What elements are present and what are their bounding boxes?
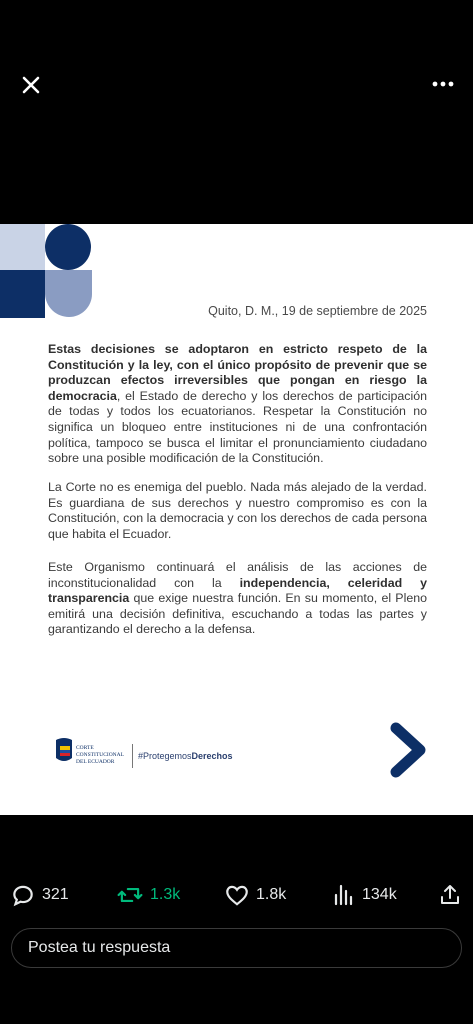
paragraph-1: [48, 342, 427, 467]
repost-button[interactable]: [116, 882, 180, 908]
paragraph-3: [48, 560, 427, 638]
hashtag: [138, 751, 233, 761]
comment-icon: [10, 882, 36, 908]
footer-divider: [132, 744, 133, 768]
post-actions-bar: [0, 874, 473, 914]
paragraph-3-end: que exige nuestra función. En su momento, el Pleno emitirá una decisión definitiva, escuchando a todas las partes y garantizando el derecho a la defensa.: [48, 591, 427, 637]
document-date: Quito, D. M., 19 de septiembre de 2025: [208, 304, 427, 318]
heart-icon: [224, 882, 250, 908]
corte-graphic-logo: [0, 224, 100, 320]
paragraph-1-rest: , el Estado de derecho y los derechos de participación de todas y todos los ecuatorianos. Respetar la Constitución no significa un bloqueo entre instituciones ni de una confrontación política, tampoco se busca el limitar el pronunciamiento ciudadano sobre una posible modificación de la Constitución.: [48, 388, 427, 466]
paragraph-3-bold: independencia, celeridad y transparencia: [48, 575, 427, 606]
like-count: 1.8k: [256, 886, 287, 903]
views-chart-icon: [332, 882, 356, 908]
repost-icon: [116, 882, 144, 908]
chevron-right-icon: [386, 722, 430, 778]
reply-count: 321: [42, 886, 69, 903]
hashtag-regular: #Protegemos: [138, 751, 192, 761]
logo-line-2: CONSTITUCIONAL: [76, 752, 124, 758]
repost-count: 1.3k: [150, 886, 181, 903]
views-count: 134k: [362, 886, 397, 903]
media-viewer-topbar: [0, 0, 473, 224]
close-icon[interactable]: [16, 70, 46, 100]
paragraph-2: La Corte no es enemiga del pueblo. Nada más alejado de la verdad. Es guardiana de sus derechos y nuestro compromiso es con la Constitución, con la democracia y con los derechos de cada persona que habita el Ecuador.: [48, 480, 427, 541]
logo-line-1: CORTE: [76, 745, 94, 751]
reply-button[interactable]: [10, 882, 69, 908]
views-button[interactable]: [332, 882, 397, 908]
like-button[interactable]: [224, 882, 286, 908]
hashtag-bold: Derechos: [191, 751, 233, 761]
corte-constitucional-logo: [54, 736, 130, 770]
attached-image-document[interactable]: [0, 224, 473, 815]
share-button[interactable]: [438, 882, 462, 908]
paragraph-3-start: Este Organismo continuará el análisis de las acciones de inconstitucionalidad con la: [48, 560, 427, 590]
paragraph-1-bold: Estas decisiones se adoptaron en estricto respeto de la Constitución y la ley, con el único propósito de prevenir que se produzcan efectos irreversibles que pongan en riesgo la democracia: [48, 342, 427, 403]
share-icon: [438, 882, 462, 908]
reply-input[interactable]: [26, 938, 450, 958]
more-horizontal-icon[interactable]: [428, 72, 458, 96]
reply-composer[interactable]: [11, 928, 462, 968]
logo-line-3: DEL ECUADOR: [76, 759, 115, 765]
